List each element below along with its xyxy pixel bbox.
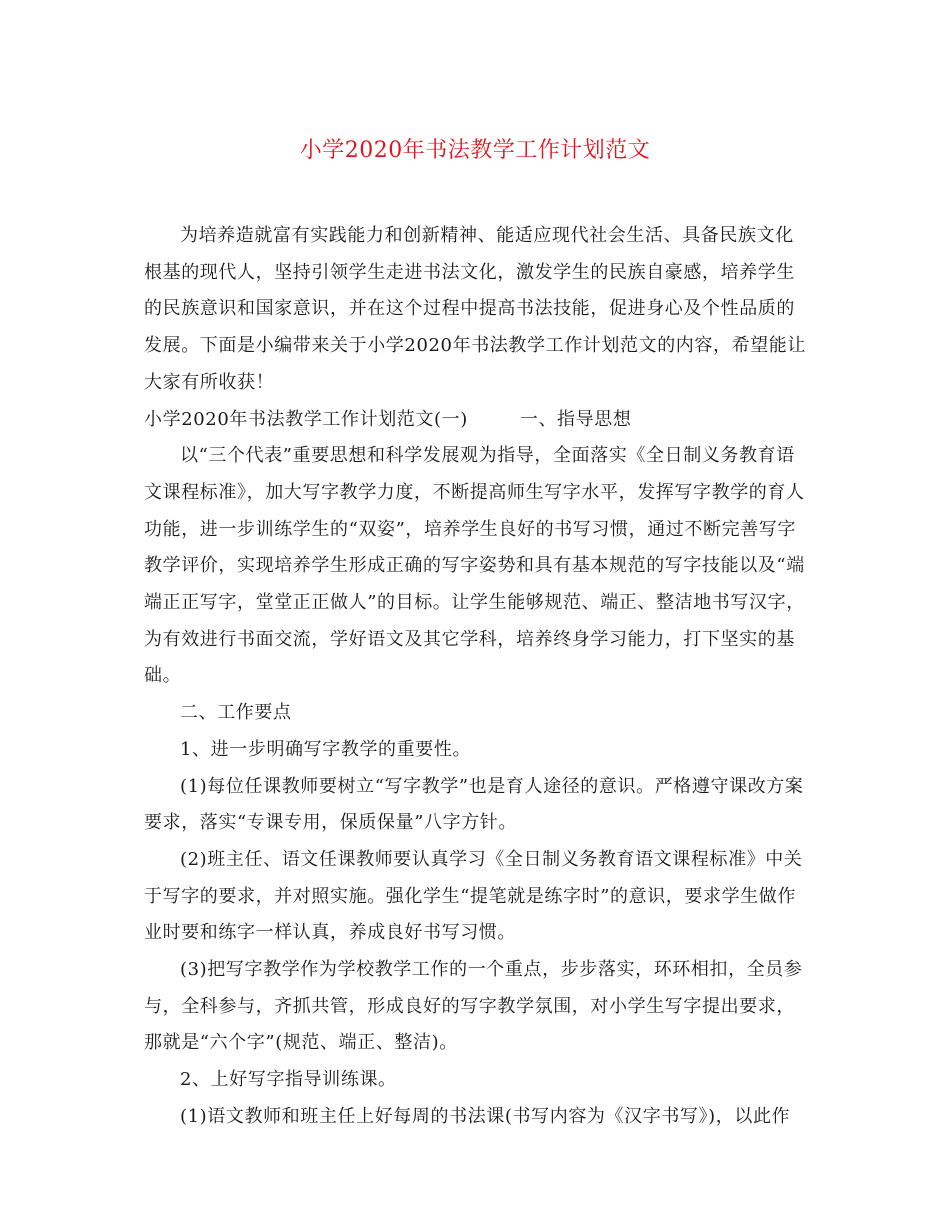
point-two-heading: 2、上好写字指导训练课。 — [180, 1069, 397, 1091]
point-two-item-1: (1)语文教师和班主任上好每周的书法课(书写内容为《汉字书写》)，以此作 — [180, 1105, 791, 1127]
section-one-subtitle: 小学2020年书法教学工作计划范文(一) — [144, 408, 468, 430]
section-one-heading: 一、指导思想 — [519, 408, 632, 430]
point-one-item-2: (2)班主任、语文任课教师要认真学习《全日制义务教育语文课程标准》中关于写字的要求，并对照实施。强化学生“提笔就是练字时”的意识，要求学生做作业时要和练字一样认真，养成良好书写习惯。 — [144, 848, 803, 944]
intro-paragraph: 为培养造就富有实践能力和创新精神、能适应现代社会生活、具备民族文化根基的现代人，坚持引领学生走进书法文化，激发学生的民族自豪感，培养学生的民族意识和国家意识，并在这个过程中提高书法技能，促进身心及个性品质的发展。下面是小编带来关于小学2020年书法教学工作计划范文的内容，希望能让大家有所收获！ — [144, 225, 807, 393]
point-one-heading: 1、进一步明确写字教学的重要性。 — [180, 738, 472, 760]
section-one-heading-line — [144, 402, 809, 439]
point-one-item-3: (3)把写字教学作为学校教学工作的一个重点，步步落实，环环相扣，全员参与，全科参与，齐抓共管，形成良好的写字教学氛围，对小学生写字提出要求，那就是“六个字”(规范、端正、整洁)。 — [144, 959, 803, 1054]
document-body — [144, 218, 809, 1136]
document-title: 小学2020年书法教学工作计划范文 — [299, 138, 651, 163]
guiding-ideology-paragraph: 以“三个代表”重要思想和科学发展观为指导，全面落实《全日制义务教育语文课程标准》，加大写字教学力度，不断提高师生写字水平，发挥写字教学的育人功能，进一步训练学生的“双姿”，培养学生良好的书写习惯，通过不断完善写字教学评价，实现培养学生形成正确的写字姿势和具有基本规范的写字技能以及“端端正正写字，堂堂正正做人”的目标。让学生能够规范、端正、整洁地书写汉字，为有效进行书面交流，学好语文及其它学科，培养终身学习能力，打下坚实的基础。 — [144, 445, 805, 687]
point-one-item-1: (1)每位任课教师要树立“写字教学”也是育人途径的意识。严格遵守课改方案要求，落实“专课专用，保质保量”八字方针。 — [144, 775, 804, 834]
work-points-heading: 二、工作要点 — [180, 702, 292, 724]
